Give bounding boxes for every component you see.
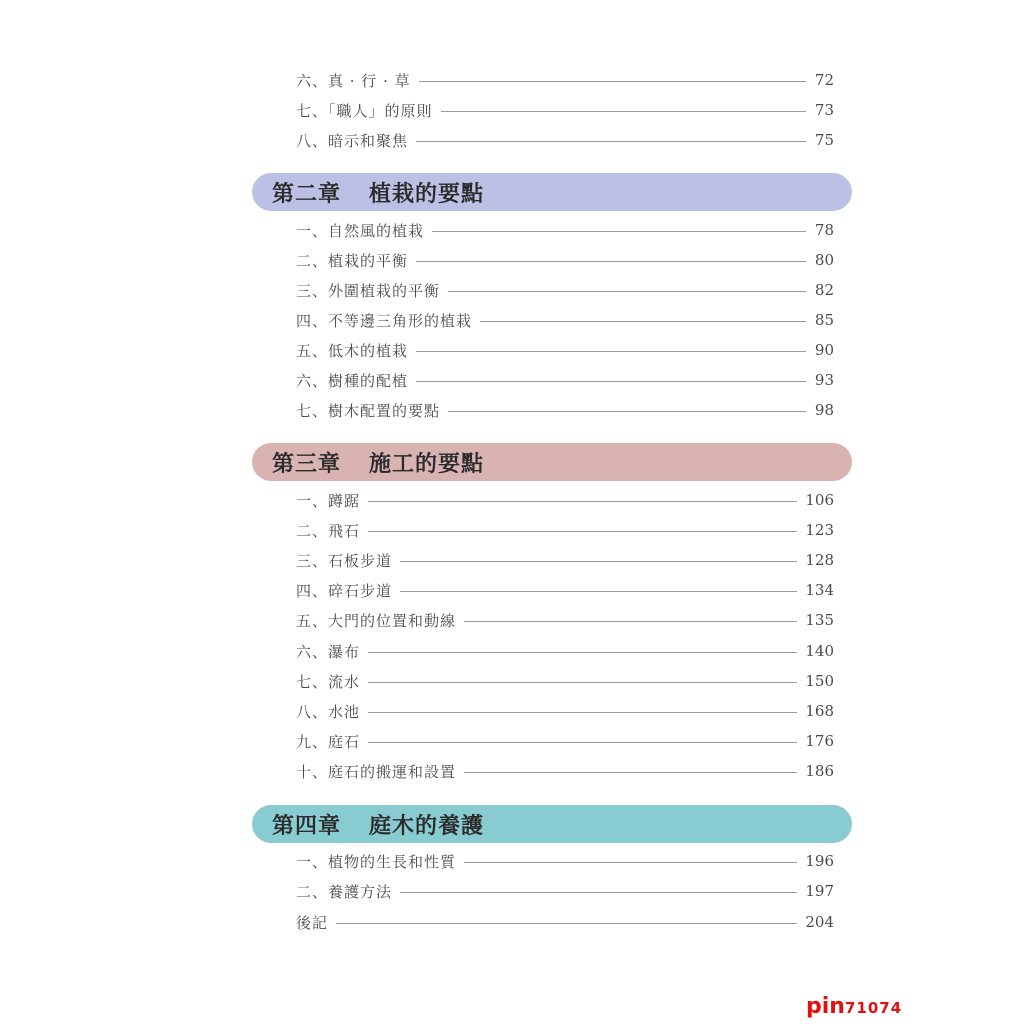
toc-entry[interactable]: [296, 579, 834, 601]
toc-entry-page: 135: [805, 611, 834, 629]
chapter-number: 第二章: [272, 180, 342, 207]
watermark-logo: [806, 996, 902, 1018]
toc-entry-label: 四、碎石步道: [296, 581, 393, 600]
toc-entry-page: 186: [805, 762, 834, 780]
toc-entry-label: 後記: [296, 913, 329, 932]
toc-entry-label: 二、飛石: [296, 521, 361, 540]
toc-entry[interactable]: [296, 850, 834, 872]
toc-entry[interactable]: [296, 399, 834, 421]
toc-entry-page: 140: [805, 642, 834, 660]
toc-leader-line: [419, 81, 806, 82]
toc-entry[interactable]: [296, 640, 834, 662]
toc-entry-page: 85: [814, 311, 834, 329]
chapter-title: 植栽的要點: [369, 180, 485, 207]
toc-entry-page: 73: [814, 101, 834, 119]
toc-entry[interactable]: [296, 911, 834, 933]
toc-leader-line: [416, 261, 806, 262]
chapter-4-heading[interactable]: [252, 805, 852, 843]
toc-leader-line: [368, 712, 797, 713]
toc-leader-line: [480, 321, 806, 322]
toc-entry-page: 72: [814, 71, 834, 89]
toc-entry-label: 六、真 · 行 · 草: [296, 71, 411, 90]
toc-leader-line: [448, 291, 806, 292]
toc-entry[interactable]: [296, 279, 834, 301]
chapter-title: 施工的要點: [369, 450, 485, 477]
toc-entry[interactable]: [296, 519, 834, 541]
toc-entry-page: 80: [814, 251, 834, 269]
toc-entry[interactable]: [296, 730, 834, 752]
chapter-2-heading[interactable]: [252, 173, 852, 211]
toc-entry-label: 九、庭石: [296, 732, 361, 751]
toc-entry[interactable]: [296, 309, 834, 331]
toc-entry[interactable]: [296, 99, 834, 121]
toc-leader-line: [416, 351, 806, 352]
toc-leader-line: [368, 742, 797, 743]
toc-entry-page: 98: [814, 401, 834, 419]
toc-leader-line: [368, 652, 797, 653]
toc-entry[interactable]: [296, 760, 834, 782]
toc-leader-line: [400, 561, 797, 562]
toc-entry-page: 90: [814, 341, 834, 359]
toc-entry-label: 八、水池: [296, 702, 361, 721]
toc-entry[interactable]: [296, 219, 834, 241]
toc-entry-page: 123: [805, 521, 834, 539]
toc-entry[interactable]: [296, 700, 834, 722]
chapter-number: 第四章: [272, 812, 342, 839]
toc-entry-label: 十、庭石的搬運和設置: [296, 762, 457, 781]
toc-entry-page: 75: [814, 131, 834, 149]
watermark-code: 71074: [844, 999, 903, 1017]
toc-entry-label: 二、養護方法: [296, 882, 393, 901]
toc-entry-label: 三、石板步道: [296, 551, 393, 570]
toc-entry-page: 78: [814, 221, 834, 239]
toc-leader-line: [441, 111, 806, 112]
chapter-number: 第三章: [272, 450, 342, 477]
toc-leader-line: [416, 381, 806, 382]
toc-entry-page: 128: [805, 551, 834, 569]
toc-entry-page: 196: [805, 852, 834, 870]
toc-entry[interactable]: [296, 249, 834, 271]
toc-entry[interactable]: [296, 369, 834, 391]
chapter-3-heading[interactable]: [252, 443, 852, 481]
toc-leader-line: [368, 531, 797, 532]
toc-entry-label: 一、自然風的植栽: [296, 221, 425, 240]
toc-entry-label: 七、樹木配置的要點: [296, 401, 441, 420]
toc-entry-label: 二、植栽的平衡: [296, 251, 409, 270]
toc-leader-line: [368, 501, 797, 502]
toc-entry-page: 168: [805, 702, 834, 720]
toc-entry-label: 六、瀑布: [296, 642, 361, 661]
toc-entry-page: 106: [805, 491, 834, 509]
toc-leader-line: [448, 411, 806, 412]
toc-entry[interactable]: [296, 339, 834, 361]
toc-entry[interactable]: [296, 880, 834, 902]
toc-leader-line: [400, 892, 797, 893]
toc-entry-label: 六、樹種的配植: [296, 371, 409, 390]
toc-entry[interactable]: [296, 489, 834, 511]
toc-leader-line: [368, 682, 797, 683]
toc-leader-line: [400, 591, 797, 592]
toc-entry-page: 82: [814, 281, 834, 299]
toc-entry-label: 五、低木的植栽: [296, 341, 409, 360]
toc-leader-line: [432, 231, 806, 232]
toc-entry[interactable]: [296, 609, 834, 631]
toc-leader-line: [336, 923, 797, 924]
chapter-title: 庭木的養護: [369, 812, 485, 839]
toc-leader-line: [416, 141, 806, 142]
toc-entry-label: 一、植物的生長和性質: [296, 852, 457, 871]
toc-entry-page: 204: [805, 913, 834, 931]
watermark-brand: pin: [806, 994, 845, 1019]
toc-entry-page: 134: [805, 581, 834, 599]
toc-entry[interactable]: [296, 129, 834, 151]
toc-leader-line: [464, 621, 797, 622]
toc-entry-label: 七、「職人」的原則: [296, 101, 433, 120]
toc-leader-line: [464, 772, 797, 773]
toc-entry-label: 四、不等邊三角形的植栽: [296, 311, 473, 330]
toc-entry-page: 197: [805, 882, 834, 900]
toc-entry-label: 八、暗示和聚焦: [296, 131, 409, 150]
toc-entry[interactable]: [296, 549, 834, 571]
toc-entry-label: 七、流水: [296, 672, 361, 691]
toc-entry-page: 176: [805, 732, 834, 750]
toc-entry-page: 150: [805, 672, 834, 690]
toc-entry[interactable]: [296, 670, 834, 692]
toc-entry-page: 93: [814, 371, 834, 389]
toc-entry-label: 五、大門的位置和動線: [296, 611, 457, 630]
toc-entry-label: 三、外圍植栽的平衡: [296, 281, 441, 300]
toc-leader-line: [464, 862, 797, 863]
toc-entry[interactable]: [296, 69, 834, 91]
toc-entry-label: 一、蹲踞: [296, 491, 361, 510]
